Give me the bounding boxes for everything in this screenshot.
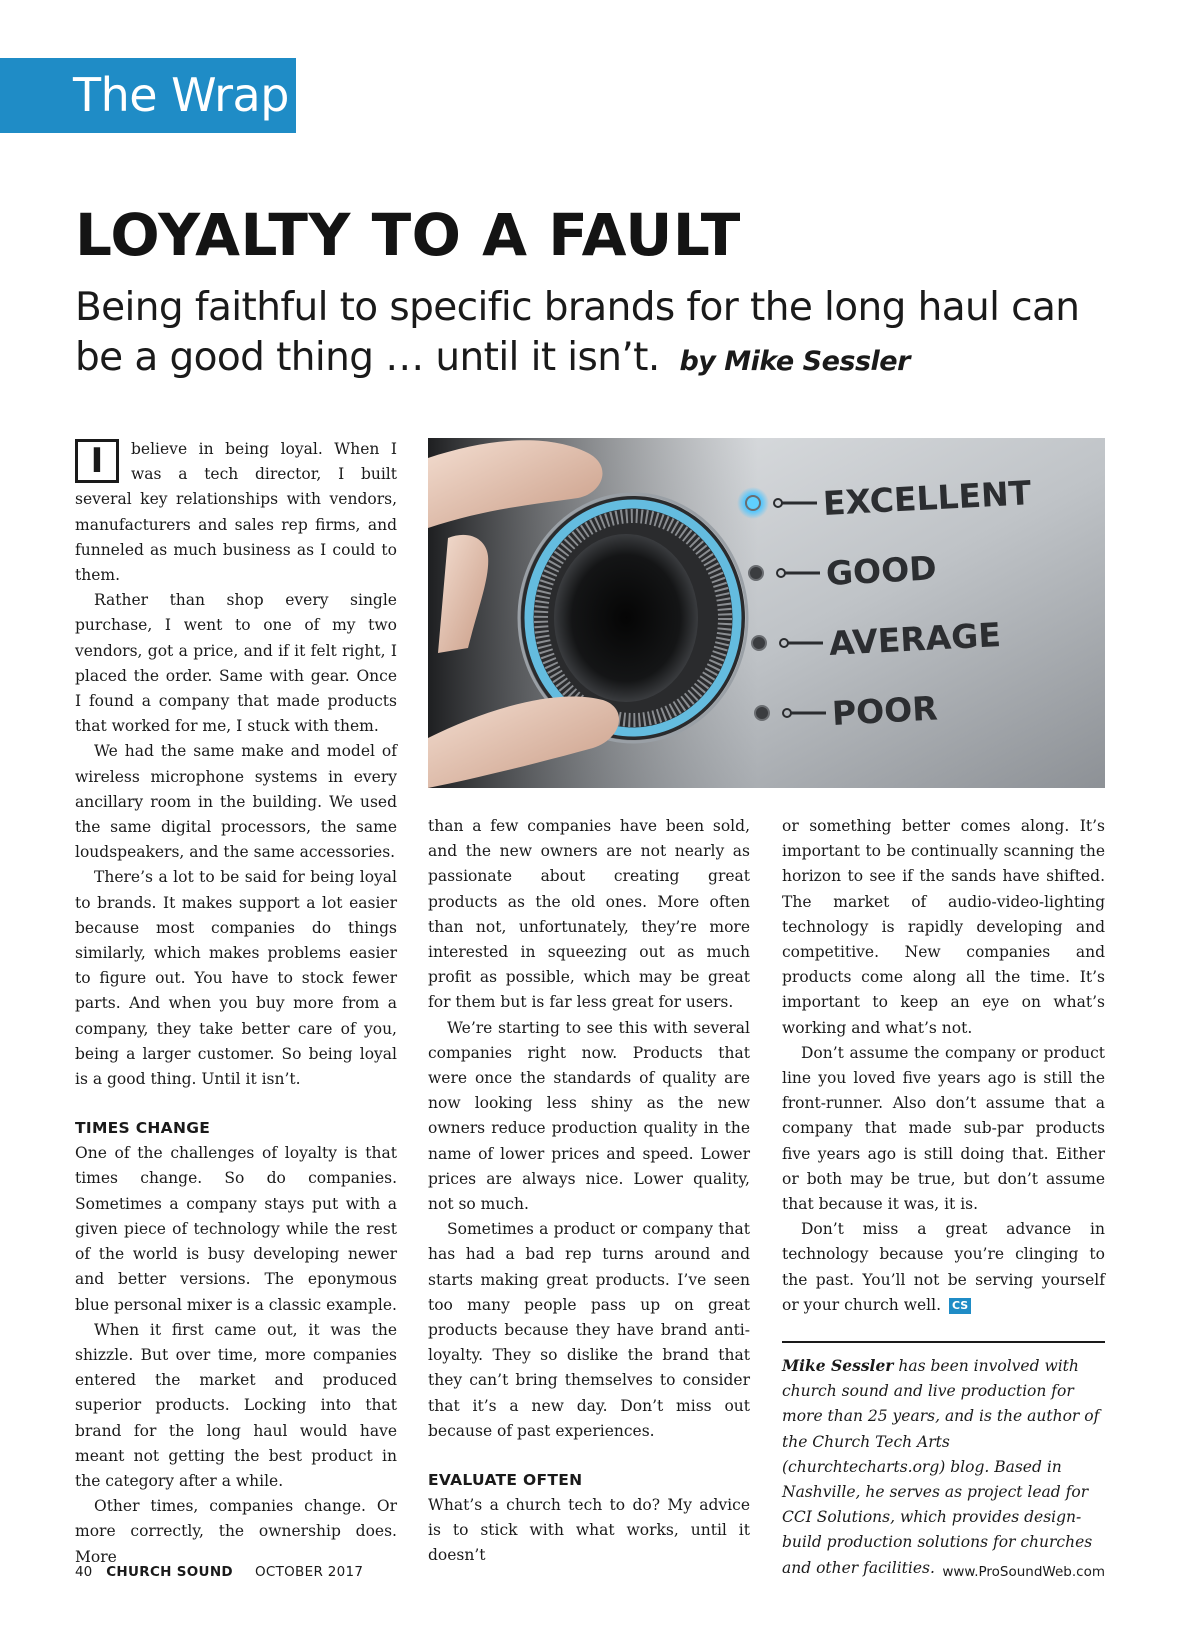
scale-label-average: AVERAGE <box>828 615 1002 663</box>
paragraph <box>782 1217 1105 1318</box>
column-1 <box>75 437 397 1570</box>
indicator-light-poor <box>755 706 769 720</box>
closing-text: Don’t miss a great advance in technology because you’re clinging to the past. You’ll not be serving yourself or your church well. <box>782 1220 1105 1314</box>
paragraph: Don’t assume the company or product line you loved five years ago is still the front-runner. Also don’t assume that a company that made sub-par products five years ago is still doing that. Either or both may be true, but don’t assume that because it was, it is. <box>782 1043 1105 1214</box>
indicator-light-good <box>749 566 763 580</box>
quality-dial-illustration <box>428 438 1105 788</box>
byline: by Mike Sessler <box>679 346 910 377</box>
intro-text: believe in being loyal. When I was a tech director, I built several key relationships with vendors, manufacturers and sales rep firms, and funneled as much business as I could to them. <box>75 440 397 585</box>
paragraph: than a few companies have been sold, and the new owners are not nearly as passionate about creating great products as the old ones. More often than not, unfortunately, they’re more interested in squeezing out as much profit as possible, which may be great for them but is far less great for users. <box>428 817 750 1012</box>
author-bio <box>782 1353 1105 1581</box>
article-photo <box>428 438 1105 788</box>
deck-text: Being faithful to specific brands for the long haul can be a good thing … until it isn’t. <box>75 285 1080 380</box>
bio-divider <box>782 1341 1105 1343</box>
issue-date: OCTOBER 2017 <box>254 1564 364 1580</box>
paragraph: Sometimes a product or company that has had a bad rep turns around and starts making great products. I’ve seen too many people pass up on great products because they have brand anti-loyalty. They so dislike the brand that they can’t bring themselves to consider that it’s a new day. Don’t miss out because of past experiences. <box>428 1220 750 1440</box>
subhead-evaluate-often: EVALUATE OFTEN <box>428 1471 583 1490</box>
scale-label-poor: POOR <box>831 688 939 733</box>
page-number: 40 <box>75 1564 93 1580</box>
footer-url: www.ProSoundWeb.com <box>942 1564 1105 1580</box>
section-tag: The Wrap <box>0 58 296 133</box>
magazine-name: CHURCH SOUND <box>106 1564 233 1580</box>
bio-text: has been involved with church sound and live production for more than 25 years, and is the author of the Church Tech Arts (churchtecharts.org) blog. Based in Nashville, he serves as project lead for CCI Solutions, which provides design-build production solutions for churches and other facilities. <box>782 1357 1100 1577</box>
footer-left <box>75 1564 363 1580</box>
indicator-light-excellent <box>746 496 760 510</box>
intro-paragraph <box>75 437 397 588</box>
scale-label-excellent: EXCELLENT <box>822 473 1033 523</box>
paragraph: One of the challenges of loyalty is that times change. So do companies. Sometimes a company stays put with a given piece of technology while the rest of the world is busy developing newer and better versions. The eponymous blue personal mixer is a classic example. <box>75 1144 397 1314</box>
scale-label-good: GOOD <box>825 548 938 593</box>
paragraph: When it first came out, it was the shizzle. But over time, more companies entered the market and produced superior products. Locking into that brand for the long haul would have meant not getting the best product in the category after a while. <box>75 1320 397 1490</box>
author-name: Mike Sessler <box>782 1356 894 1376</box>
paragraph: What’s a church tech to do? My advice is to stick with what works, until it doesn’t <box>428 1496 750 1565</box>
drop-cap: I <box>75 439 119 483</box>
deck <box>75 283 1135 387</box>
paragraph: We’re starting to see this with several companies right now. Products that were once the standards of quality are now looking less shiny as the new owners reduce production quality in the name of lower prices and speed. Lower prices are always nice. Lower quality, not so much. <box>428 1018 750 1214</box>
paragraph: We had the same make and model of wireless microphone systems in every ancillary room in the building. We used the same digital processors, the same loudspeakers, and the same accessories. <box>75 742 397 862</box>
column-3 <box>782 814 1105 1581</box>
paragraph: There’s a lot to be said for being loyal to brands. It makes support a lot easier because most companies do things similarly, which makes problems easier to figure out. You have to stock fewer parts. And when you buy more from a company, they take better care of you, being a larger customer. So being loyal is a good thing. Until it isn’t. <box>75 868 397 1089</box>
headline: LOYALTY TO A FAULT <box>75 201 741 269</box>
indicator-light-average <box>752 636 766 650</box>
subhead-times-change: TIMES CHANGE <box>75 1119 211 1138</box>
paragraph: Rather than shop every single purchase, I went to one of my two vendors, got a price, and if it felt right, I placed the order. Same with gear. Once I found a company that made products that worked for me, I stuck with them. <box>75 591 397 736</box>
end-mark-icon: CS <box>949 1298 971 1314</box>
paragraph: or something better comes along. It’s important to be continually scanning the horizon to see if the sands have shifted. The market of audio-video-lighting technology is rapidly developing and competitive. New companies and products come along all the time. It’s important to keep an eye on what’s working and what’s not. <box>782 817 1105 1037</box>
column-2 <box>428 814 750 1569</box>
paragraph: Other times, companies change. Or more correctly, the ownership does. More <box>75 1497 397 1566</box>
